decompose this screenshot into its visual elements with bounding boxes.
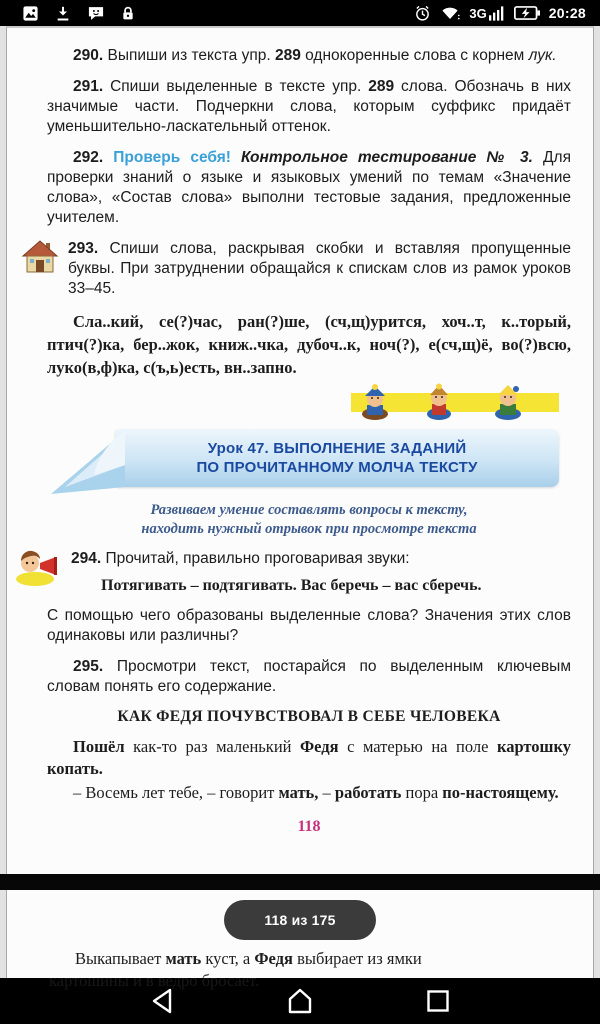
exercise-292: 292. Проверь себя! Контрольное тестирование № 3. Для проверки знаний о языке и языковых умений по темам «Значение слова», «Состав слова» выполни тестовые задания, предложенные учителем.: [47, 149, 571, 226]
exercise-294: [47, 549, 571, 569]
exercise-293: [47, 239, 571, 299]
exercise-291: 291. Спиши выделенные в тексте упр. 289 слова. Обозначь в них значимые части. Подчеркни слова, которым суффикс придаёт уменьшительно-ласкательный оттенок.: [47, 78, 572, 135]
lesson-subtitle-line1: Развиваем умение составлять вопросы к тексту,: [150, 502, 468, 518]
signal-bars-icon: [469, 6, 504, 21]
exercise-295: 295. Просмотри текст, постарайся по выделенным ключевым словам понять его содержание.: [47, 658, 571, 695]
character-illustration-1: [357, 383, 393, 426]
status-bar-right-icons: [414, 4, 586, 22]
download-icon: [55, 4, 71, 22]
character-illustration-2: [421, 383, 457, 426]
page-gap-separator: [0, 874, 600, 890]
decorative-strip-row: [47, 383, 571, 419]
character-illustration-3: [489, 383, 527, 426]
banner-ribbon-fold: [49, 431, 127, 502]
recents-button[interactable]: [415, 978, 461, 1024]
lesson-banner: [49, 429, 559, 493]
boy-megaphone-icon: [13, 549, 65, 589]
battery-charging-icon: [514, 4, 540, 22]
story-paragraph-1: Пошёл как-то раз маленький Федя с матерью на поле картошку копать.: [47, 737, 571, 778]
status-bar-left-icons: [22, 4, 135, 22]
exercise-294-example: Потягивать – подтягивать. Вас беречь – вас сберечь.: [101, 577, 482, 594]
lesson-title-line1: Урок 47. ВЫПОЛНЕНИЕ ЗАДАНИЙ: [207, 440, 467, 457]
exercise-294-question: С помощью чего образованы выделенные слова? Значения этих слов одинаковы или различны?: [47, 607, 571, 644]
status-bar: [0, 0, 600, 26]
lock-icon: [121, 4, 135, 22]
lesson-banner-body: [115, 429, 559, 487]
page-indicator-pill[interactable]: 118 из 175: [224, 900, 376, 940]
book-page-current[interactable]: [0, 26, 600, 874]
alarm-clock-icon: [414, 4, 431, 22]
page-number: 118: [297, 818, 321, 835]
yellow-strip: [351, 393, 559, 412]
house-icon: [21, 239, 61, 281]
next-page-partial-line: картошины и в ведро бросает.: [49, 971, 260, 990]
story-paragraph-2: – Восемь лет тебе, – говорит мать, – работать пора по-настоящему.: [73, 783, 559, 802]
home-button[interactable]: [277, 978, 323, 1024]
exercise-293-text: 293. Спиши слова, раскрывая скобки и вставляя пропущенные буквы. При затруднении обращайся к спискам слов из рамок уроков 33–45.: [68, 240, 571, 297]
exercise-294-text: 294. Прочитай, правильно проговаривая звуки:: [71, 550, 410, 567]
exercise-293-wordlist: Сла..кий, се(?)час, ран(?)ше, (сч,щ)урится, хоч..т, к..торый, птич(?)ка, бер..жок, книж..чка, дубоч..к, ноч(?), е(сч,щ)ё, во(?)всю, луко(в,ф)ка, с(ъ,ь)есть, вн..запно.: [47, 312, 571, 377]
message-icon: [87, 4, 105, 22]
next-page-text-line: Выкапывает мать куст, а Федя выбирает из ямки: [75, 949, 422, 968]
clock-time: 20:28: [548, 5, 586, 21]
story-title: КАК ФЕДЯ ПОЧУВСТВОВАЛ В СЕБЕ ЧЕЛОВЕКА: [117, 708, 501, 725]
network-type-label: 3G: [469, 5, 487, 21]
wifi-icon: [440, 4, 460, 22]
book-page-next-preview[interactable]: [0, 890, 600, 990]
lesson-subtitle: [47, 501, 571, 539]
lesson-subtitle-line2: находить нужный отрывок при просмотре текста: [141, 521, 477, 537]
exercise-290: 290. Выпиши из текста упр. 289 однокоренные слова с корнем лук.: [73, 47, 557, 64]
lesson-title-line2: ПО ПРОЧИТАННОМУ МОЛЧА ТЕКСТУ: [196, 459, 478, 476]
gallery-icon: [22, 4, 39, 22]
